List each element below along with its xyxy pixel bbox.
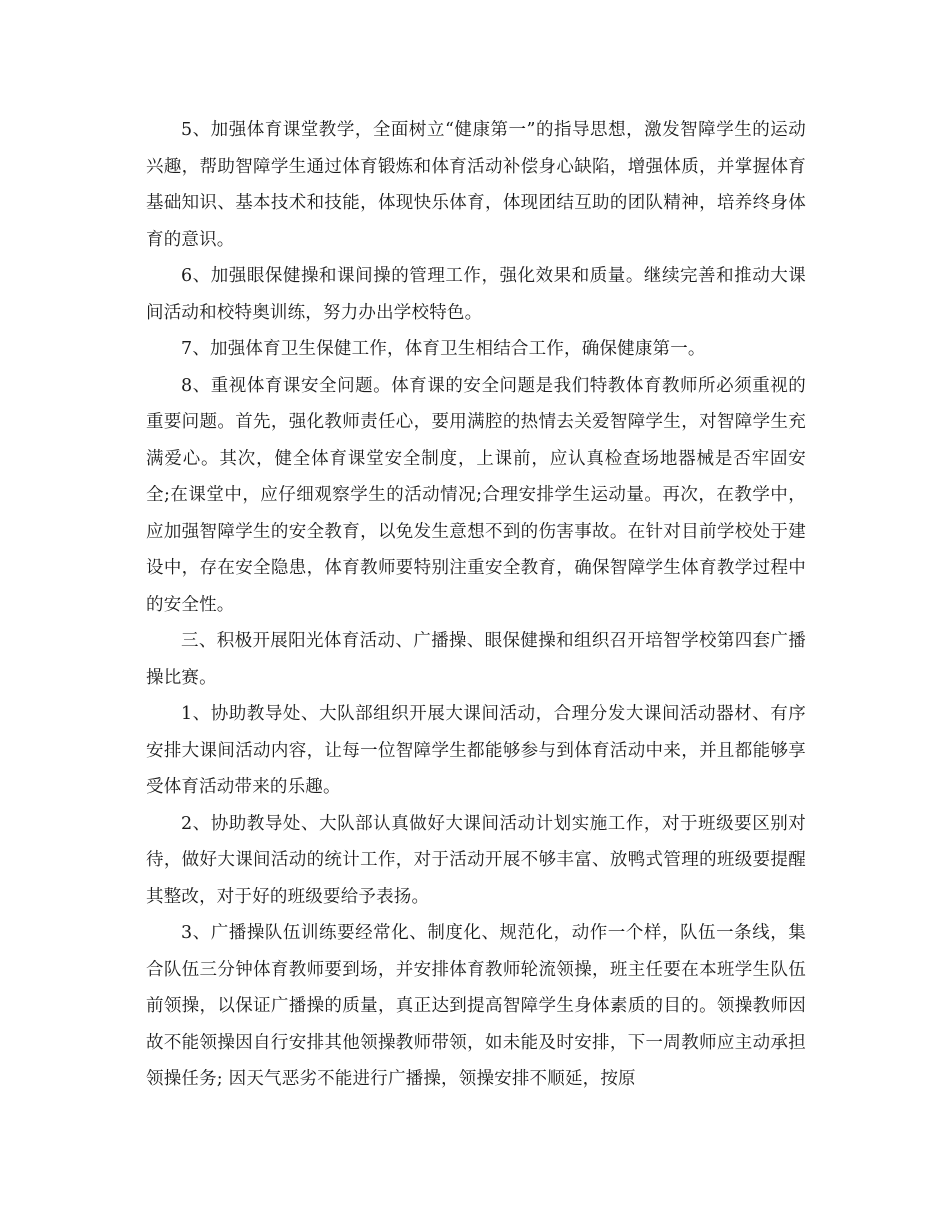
paragraph-item-1: 1、协助教导处、大队部组织开展大课间活动，合理分发大课间活动器材、有序安排大课间活动内容，让每一位智障学生都能够参与到体育活动中来，并且都能够享受体育活动带来的乐趣。: [146, 704, 806, 797]
paragraph-item-6: 6、加强眼保健操和课间操的管理工作，强化效果和质量。继续完善和推动大课间活动和校特奥训练，努力办出学校特色。: [146, 266, 806, 323]
paragraph-item-8: 8、重视体育课安全问题。体育课的安全问题是我们特教体育教师所必须重视的重要问题。首先，强化教师责任心，要用满腔的热情去关爱智障学生，对智障学生充满爱心。其次，健全体育课堂安全制度，上课前，应认真检查场地器械是否牢固安全;在课堂中，应仔细观察学生的活动情况;合理安排学生运动量。再次，在教学中，应加强智障学生的安全教育，以免发生意想不到的伤害事故。在针对目前学校处于建设中，存在安全隐患，体育教师要特别注重安全教育，确保智障学生体育教学过程中的安全性。: [146, 375, 806, 615]
paragraph-item-3: 3、广播操队伍训练要经常化、制度化、规范化，动作一个样，队伍一条线，集合队伍三分钟体育教师要到场，并安排体育教师轮流领操，班主任要在本班学生队伍前领操，以保证广播操的质量，真正达到提高智障学生身体素质的目的。领操教师因故不能领操因自行安排其他领操教师带领，如未能及时安排，下一周教师应主动承担领操任务; 因天气恶劣不能进行广播操，领操安排不顺延，按原: [146, 923, 806, 1089]
paragraph-item-2: 2、协助教导处、大队部认真做好大课间活动计划实施工作，对于班级要区别对待，做好大课间活动的统计工作，对于活动开展不够丰富、放鸭式管理的班级要提醒其整改，对于好的班级要给予表扬。: [146, 813, 806, 907]
document-body: [146, 112, 806, 1098]
paragraph-item-5: 5、加强体育课堂教学，全面树立“健康第一”的指导思想，激发智障学生的运动兴趣，帮助智障学生通过体育锻炼和体育活动补偿身心缺陷，增强体质，并掌握体育基础知识、基本技术和技能，体现快乐体育，体现团结互助的团队精神，培养终身体育的意识。: [146, 120, 806, 250]
section-heading-3: 三、积极开展阳光体育活动、广播操、眼保健操和组织召开培智学校第四套广播操比赛。: [146, 631, 806, 688]
paragraph-item-7: 7、加强体育卫生保健工作，体育卫生相结合工作，确保健康第一。: [181, 339, 706, 359]
